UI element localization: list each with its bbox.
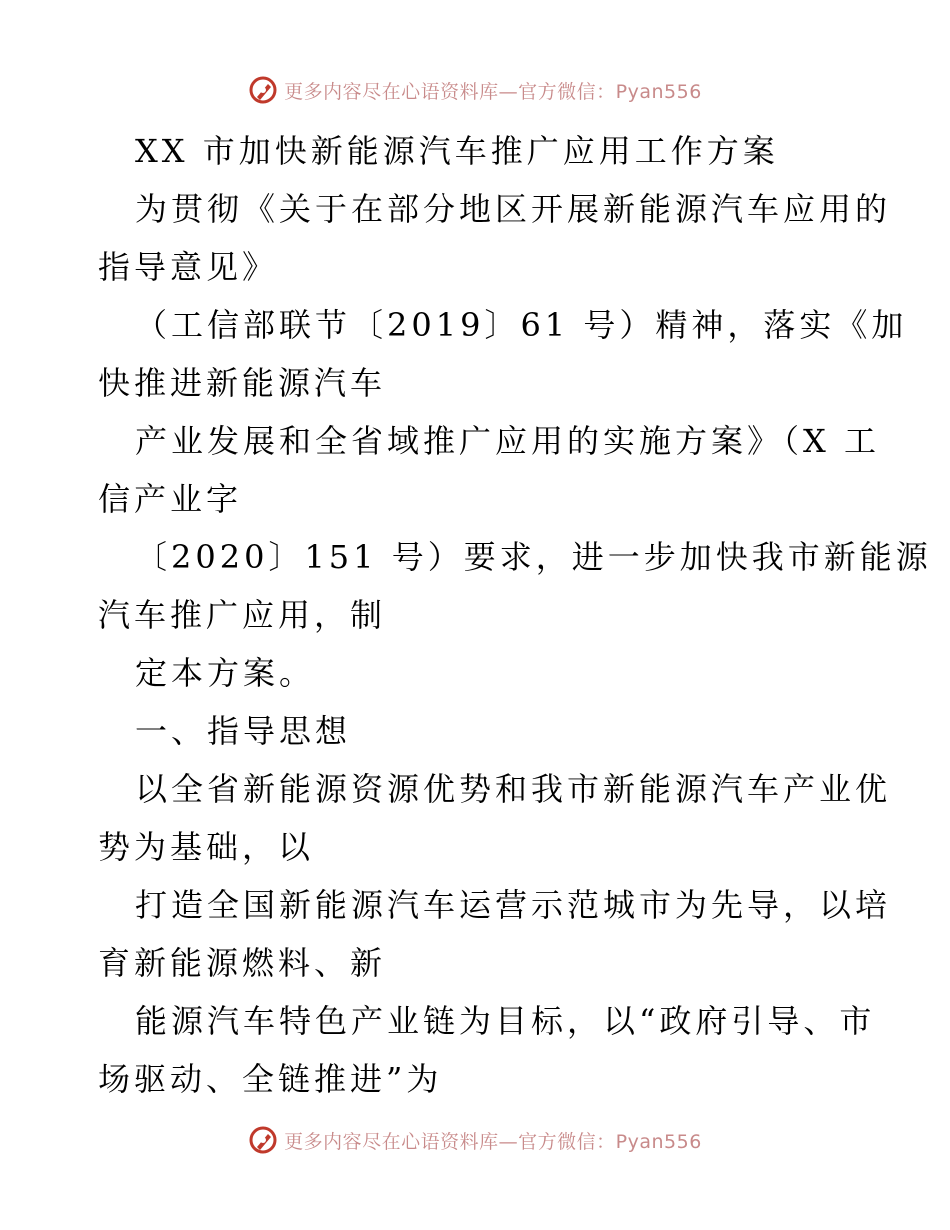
paragraph-line: 指导意见》 xyxy=(98,248,279,286)
paragraph-line: 信产业字 xyxy=(98,480,243,518)
paragraph-line: 场驱动、全链推进”为 xyxy=(98,1060,443,1098)
pen-logo-icon xyxy=(248,75,278,105)
footer-watermark xyxy=(0,1122,950,1158)
paragraph-line: （工信部联节〔2019〕61 号）精神，落实《加 xyxy=(135,306,908,344)
header-watermark xyxy=(0,72,950,108)
watermark-text: 更多内容尽在心语资料库—官方微信：Pyan556 xyxy=(284,80,702,103)
paragraph-line: 势为基础，以 xyxy=(98,828,315,866)
paragraph-line: 育新能源燃料、新 xyxy=(98,944,387,982)
doc-title: XX 市加快新能源汽车推广应用工作方案 xyxy=(135,132,779,170)
document-body xyxy=(98,122,932,1108)
paragraph-line: 以全省新能源资源优势和我市新能源汽车产业优 xyxy=(135,770,892,808)
paragraph-line: 汽车推广应用，制 xyxy=(98,596,387,634)
paragraph-line: 能源汽车特色产业链为目标，以“政府引导、市 xyxy=(135,1002,876,1040)
paragraph-line: 产业发展和全省域推广应用的实施方案》（X 工 xyxy=(135,422,880,460)
watermark-text: 更多内容尽在心语资料库—官方微信：Pyan556 xyxy=(284,1130,702,1153)
paragraph-line: 快推进新能源汽车 xyxy=(98,364,387,402)
paragraph-line: 打造全国新能源汽车运营示范城市为先导，以培 xyxy=(135,886,892,924)
paragraph-line: 〔2020〕151 号）要求，进一步加快我市新能源 xyxy=(135,538,932,576)
section-heading: 一、指导思想 xyxy=(135,712,352,750)
pen-logo-icon xyxy=(248,1125,278,1155)
paragraph-line: 为贯彻《关于在部分地区开展新能源汽车应用的 xyxy=(135,190,892,228)
paragraph-line: 定本方案。 xyxy=(135,654,316,692)
